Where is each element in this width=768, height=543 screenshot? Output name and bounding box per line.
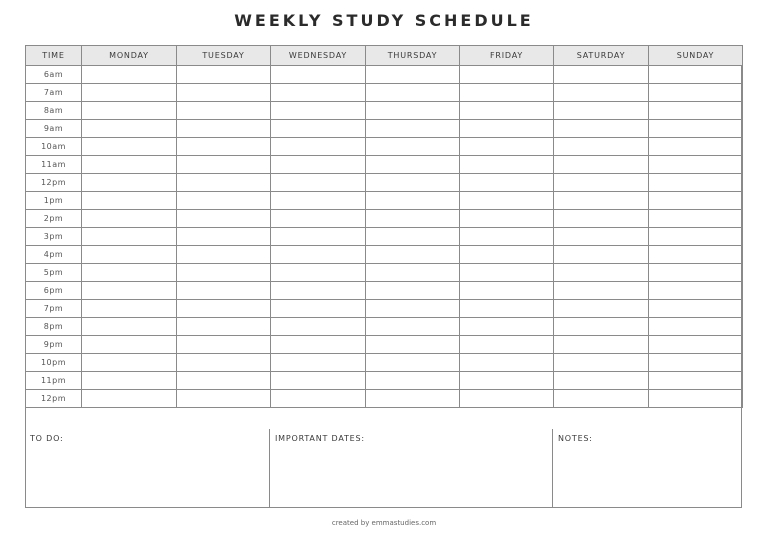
- schedule-cell[interactable]: [649, 372, 743, 390]
- time-row: [26, 84, 743, 102]
- time-row: [26, 336, 743, 354]
- todo-label: TO DO:: [30, 434, 64, 443]
- schedule-cell[interactable]: [554, 192, 649, 210]
- schedule-cell[interactable]: [554, 264, 649, 282]
- schedule-cell[interactable]: [366, 84, 460, 102]
- schedule-cell[interactable]: [460, 102, 554, 120]
- schedule-cell[interactable]: [366, 156, 460, 174]
- bottom-section: [25, 429, 742, 508]
- schedule-cell[interactable]: [177, 66, 271, 84]
- time-label: 2pm: [26, 210, 82, 228]
- schedule-cell[interactable]: [649, 156, 743, 174]
- time-label: 4pm: [26, 246, 82, 264]
- time-row: [26, 138, 743, 156]
- schedule-cell[interactable]: [177, 138, 271, 156]
- header-day: TUESDAY: [177, 46, 271, 66]
- schedule-cell[interactable]: [271, 66, 366, 84]
- schedule-cell[interactable]: [554, 210, 649, 228]
- schedule-cell[interactable]: [649, 390, 743, 408]
- credit-text: created by emmastudies.com: [331, 519, 437, 527]
- schedule-table: [25, 45, 743, 408]
- schedule-cell[interactable]: [82, 120, 177, 138]
- schedule-cell[interactable]: [366, 174, 460, 192]
- schedule-cell[interactable]: [366, 246, 460, 264]
- schedule-cell[interactable]: [271, 390, 366, 408]
- header-day: SUNDAY: [649, 46, 743, 66]
- schedule-cell[interactable]: [271, 102, 366, 120]
- time-row: [26, 246, 743, 264]
- schedule-cell[interactable]: [460, 156, 554, 174]
- schedule-cell[interactable]: [460, 66, 554, 84]
- schedule-cell[interactable]: [460, 246, 554, 264]
- important-dates-label: IMPORTANT DATES:: [275, 434, 365, 443]
- time-label: 10pm: [26, 354, 82, 372]
- schedule-cell[interactable]: [554, 102, 649, 120]
- schedule-cell[interactable]: [460, 372, 554, 390]
- schedule-cell[interactable]: [82, 138, 177, 156]
- header-row: [26, 46, 743, 66]
- schedule-cell[interactable]: [554, 138, 649, 156]
- schedule-cell[interactable]: [649, 102, 743, 120]
- schedule-cell[interactable]: [366, 354, 460, 372]
- schedule-cell[interactable]: [460, 336, 554, 354]
- important-dates-box[interactable]: [270, 429, 553, 508]
- schedule-cell[interactable]: [271, 174, 366, 192]
- notes-box[interactable]: [553, 429, 742, 508]
- schedule-cell[interactable]: [649, 192, 743, 210]
- schedule-cell[interactable]: [177, 210, 271, 228]
- schedule-cell[interactable]: [271, 246, 366, 264]
- schedule-cell[interactable]: [460, 318, 554, 336]
- schedule-cell[interactable]: [82, 228, 177, 246]
- time-row: [26, 318, 743, 336]
- schedule-cell[interactable]: [460, 282, 554, 300]
- todo-box[interactable]: [25, 429, 270, 508]
- schedule-cell[interactable]: [649, 282, 743, 300]
- time-row: [26, 282, 743, 300]
- header-time: TIME: [26, 46, 82, 66]
- schedule-cell[interactable]: [82, 336, 177, 354]
- time-row: [26, 354, 743, 372]
- schedule-cell[interactable]: [366, 210, 460, 228]
- schedule-cell[interactable]: [554, 156, 649, 174]
- time-row: [26, 120, 743, 138]
- schedule-cell[interactable]: [82, 354, 177, 372]
- schedule-cell[interactable]: [271, 354, 366, 372]
- header-day: SATURDAY: [554, 46, 649, 66]
- schedule-cell[interactable]: [649, 246, 743, 264]
- header-day: WEDNESDAY: [271, 46, 366, 66]
- schedule-cell[interactable]: [177, 390, 271, 408]
- schedule-cell[interactable]: [366, 120, 460, 138]
- schedule-cell[interactable]: [271, 84, 366, 102]
- schedule-cell[interactable]: [366, 372, 460, 390]
- schedule-cell[interactable]: [366, 264, 460, 282]
- schedule-cell[interactable]: [366, 300, 460, 318]
- schedule-cell[interactable]: [271, 228, 366, 246]
- time-label: 11pm: [26, 372, 82, 390]
- schedule-cell[interactable]: [460, 300, 554, 318]
- schedule-cell[interactable]: [460, 120, 554, 138]
- header-day: THURSDAY: [366, 46, 460, 66]
- schedule-cell[interactable]: [82, 66, 177, 84]
- schedule-cell[interactable]: [271, 156, 366, 174]
- schedule-cell[interactable]: [271, 336, 366, 354]
- schedule-cell[interactable]: [82, 246, 177, 264]
- schedule-cell[interactable]: [82, 174, 177, 192]
- schedule-cell[interactable]: [649, 210, 743, 228]
- schedule-cell[interactable]: [649, 336, 743, 354]
- time-label: 11am: [26, 156, 82, 174]
- time-label: 9pm: [26, 336, 82, 354]
- schedule-cell[interactable]: [271, 282, 366, 300]
- schedule-cell[interactable]: [82, 264, 177, 282]
- schedule-cell[interactable]: [177, 300, 271, 318]
- schedule-cell[interactable]: [366, 336, 460, 354]
- schedule-cell[interactable]: [554, 282, 649, 300]
- schedule-cell[interactable]: [271, 300, 366, 318]
- schedule-cell[interactable]: [554, 336, 649, 354]
- time-label: 5pm: [26, 264, 82, 282]
- time-label: 7pm: [26, 300, 82, 318]
- schedule-cell[interactable]: [460, 354, 554, 372]
- schedule-cell[interactable]: [366, 138, 460, 156]
- schedule-cell[interactable]: [366, 318, 460, 336]
- schedule-cell[interactable]: [554, 390, 649, 408]
- time-label: 6am: [26, 66, 82, 84]
- schedule-cell[interactable]: [649, 318, 743, 336]
- time-row: [26, 300, 743, 318]
- schedule-cell[interactable]: [177, 120, 271, 138]
- schedule-cell[interactable]: [460, 138, 554, 156]
- schedule-cell[interactable]: [460, 84, 554, 102]
- time-row: [26, 192, 743, 210]
- schedule-cell[interactable]: [82, 102, 177, 120]
- schedule-cell[interactable]: [554, 66, 649, 84]
- schedule-cell[interactable]: [177, 372, 271, 390]
- schedule-cell[interactable]: [271, 192, 366, 210]
- time-label: 8am: [26, 102, 82, 120]
- schedule-cell[interactable]: [177, 318, 271, 336]
- schedule-cell[interactable]: [82, 210, 177, 228]
- schedule-cell[interactable]: [554, 228, 649, 246]
- schedule-cell[interactable]: [82, 192, 177, 210]
- schedule-cell[interactable]: [460, 192, 554, 210]
- schedule-cell[interactable]: [366, 282, 460, 300]
- schedule-cell[interactable]: [460, 390, 554, 408]
- time-label: 3pm: [26, 228, 82, 246]
- schedule-cell[interactable]: [177, 84, 271, 102]
- schedule-cell[interactable]: [554, 84, 649, 102]
- notes-label: NOTES:: [558, 434, 593, 443]
- schedule-cell[interactable]: [649, 228, 743, 246]
- schedule-cell[interactable]: [177, 228, 271, 246]
- schedule-cell[interactable]: [177, 354, 271, 372]
- schedule-cell[interactable]: [649, 66, 743, 84]
- time-row: [26, 264, 743, 282]
- schedule-cell[interactable]: [271, 120, 366, 138]
- schedule-cell[interactable]: [366, 228, 460, 246]
- time-row: [26, 66, 743, 84]
- time-label: 12pm: [26, 174, 82, 192]
- schedule-cell[interactable]: [366, 102, 460, 120]
- time-row: [26, 228, 743, 246]
- time-label: 1pm: [26, 192, 82, 210]
- schedule-cell[interactable]: [366, 66, 460, 84]
- schedule-body: [26, 66, 743, 408]
- schedule-cell[interactable]: [460, 228, 554, 246]
- schedule-cell[interactable]: [649, 354, 743, 372]
- schedule-cell[interactable]: [649, 138, 743, 156]
- time-label: 8pm: [26, 318, 82, 336]
- schedule-cell[interactable]: [366, 390, 460, 408]
- time-label: 10am: [26, 138, 82, 156]
- time-row: [26, 102, 743, 120]
- schedule-cell[interactable]: [554, 372, 649, 390]
- schedule-cell[interactable]: [271, 318, 366, 336]
- schedule-cell[interactable]: [177, 192, 271, 210]
- schedule-cell[interactable]: [82, 156, 177, 174]
- schedule-cell[interactable]: [554, 174, 649, 192]
- schedule-cell[interactable]: [177, 264, 271, 282]
- schedule-cell[interactable]: [82, 372, 177, 390]
- schedule-sheet: [25, 45, 742, 508]
- schedule-cell[interactable]: [271, 372, 366, 390]
- schedule-cell[interactable]: [82, 282, 177, 300]
- schedule-cell[interactable]: [554, 300, 649, 318]
- schedule-cell[interactable]: [82, 300, 177, 318]
- schedule-cell[interactable]: [177, 246, 271, 264]
- time-row: [26, 390, 743, 408]
- schedule-cell[interactable]: [271, 210, 366, 228]
- schedule-cell[interactable]: [649, 120, 743, 138]
- schedule-cell[interactable]: [460, 174, 554, 192]
- schedule-cell[interactable]: [177, 102, 271, 120]
- time-row: [26, 372, 743, 390]
- time-row: [26, 210, 743, 228]
- time-label: 6pm: [26, 282, 82, 300]
- schedule-cell[interactable]: [177, 336, 271, 354]
- schedule-cell[interactable]: [177, 282, 271, 300]
- time-row: [26, 174, 743, 192]
- schedule-cell[interactable]: [554, 354, 649, 372]
- schedule-cell[interactable]: [649, 84, 743, 102]
- schedule-cell[interactable]: [177, 174, 271, 192]
- schedule-cell[interactable]: [554, 246, 649, 264]
- schedule-cell[interactable]: [82, 390, 177, 408]
- schedule-cell[interactable]: [271, 138, 366, 156]
- header-day: MONDAY: [82, 46, 177, 66]
- header-day: FRIDAY: [460, 46, 554, 66]
- schedule-cell[interactable]: [554, 120, 649, 138]
- schedule-cell[interactable]: [82, 84, 177, 102]
- schedule-cell[interactable]: [177, 156, 271, 174]
- schedule-cell[interactable]: [649, 174, 743, 192]
- page-title: WEEKLY STUDY SCHEDULE: [234, 11, 534, 30]
- time-label: 7am: [26, 84, 82, 102]
- time-label: 9am: [26, 120, 82, 138]
- time-label: 12pm: [26, 390, 82, 408]
- time-row: [26, 156, 743, 174]
- schedule-cell[interactable]: [366, 192, 460, 210]
- schedule-cell[interactable]: [460, 210, 554, 228]
- schedule-cell[interactable]: [649, 300, 743, 318]
- schedule-cell[interactable]: [82, 318, 177, 336]
- schedule-cell[interactable]: [649, 264, 743, 282]
- schedule-cell[interactable]: [460, 264, 554, 282]
- schedule-cell[interactable]: [271, 264, 366, 282]
- schedule-cell[interactable]: [554, 318, 649, 336]
